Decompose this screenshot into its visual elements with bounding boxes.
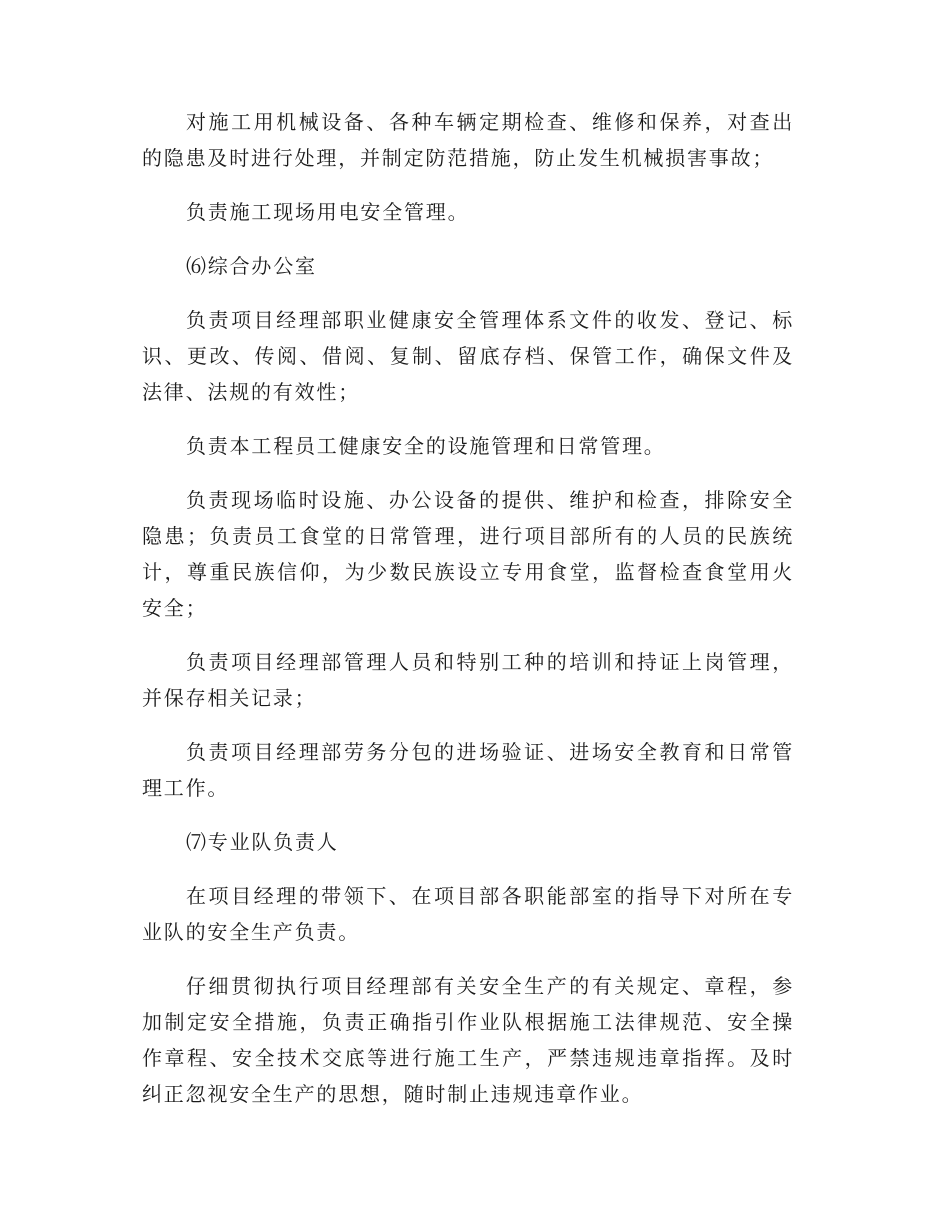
paragraph-employee-health: 负责本工程员工健康安全的设施管理和日常管理。 bbox=[186, 434, 666, 458]
paragraph-labor-subcontract: 负责项目经理部劳务分包的进场验证、进场安全教育和日常管理工作。 bbox=[142, 740, 794, 800]
paragraph-machinery-inspection: 对施工用机械设备、各种车辆定期检查、维修和保养，对查出的隐患及时进行处理，并制定防范措施，防止发生机械损害事故； bbox=[142, 110, 794, 170]
paragraph-document-management: 负责项目经理部职业健康安全管理体系文件的收发、登记、标识、更改、传阅、借阅、复制、留底存档、保管工作，确保文件及法律、法规的有效性； bbox=[142, 308, 794, 404]
paragraph-electricity-safety: 负责施工现场用电安全管理。 bbox=[186, 200, 470, 224]
section-heading-general-office: ⑹综合办公室 bbox=[186, 254, 317, 278]
section-heading-team-leader: ⑺专业队负责人 bbox=[186, 830, 339, 854]
paragraph-safety-regulations: 仔细贯彻执行项目经理部有关安全生产的有关规定、章程，参加制定安全措施，负责正确指引作业队根据施工法律规范、安全操作章程、安全技术交底等进行施工生产，严禁违规违章指挥。及时纠正忽视安全生产的思想，随时制止违规违章作业。 bbox=[142, 974, 794, 1106]
document-page bbox=[142, 104, 794, 1130]
paragraph-team-responsibility: 在项目经理的带领下、在项目部各职能部室的指导下对所在专业队的安全生产负责。 bbox=[142, 884, 794, 944]
paragraph-training-certification: 负责项目经理部管理人员和特别工种的培训和持证上岗管理，并保存相关记录； bbox=[142, 650, 794, 710]
paragraph-facilities-canteen: 负责现场临时设施、办公设备的提供、维护和检查，排除安全隐患；负责员工食堂的日常管理，进行项目部所有的人员的民族统计，尊重民族信仰，为少数民族设立专用食堂，监督检查食堂用火安全； bbox=[142, 488, 794, 620]
